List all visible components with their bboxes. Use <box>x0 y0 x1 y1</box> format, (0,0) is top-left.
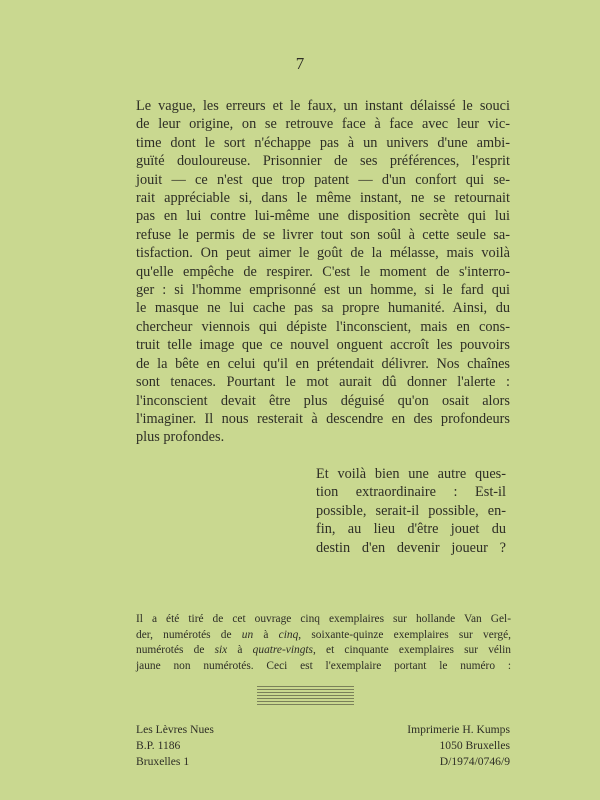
publisher-box: B.P. 1186 <box>136 739 181 752</box>
text-line: plus profondes. <box>136 429 225 446</box>
aside-line: possible, serait-il possible, en- <box>316 502 506 519</box>
main-paragraph <box>136 97 510 447</box>
aside-line: Et voilà bien une autre ques- <box>316 466 506 482</box>
printer-city: 1050 Bruxelles <box>439 739 510 752</box>
colophon-text: à <box>227 644 253 657</box>
colophon-text: , soixante-quinze exemplaires sur vergé, <box>298 628 511 641</box>
colophon-italic: quatre-vingts <box>252 644 313 657</box>
text-line: l'inconscient devait être plus déguisé qu'on osait alors <box>136 392 510 409</box>
text-line: tisfaction. On peut aimer le goût de la mélasse, mais voilà <box>136 245 510 262</box>
publisher-city: Bruxelles 1 <box>136 755 190 768</box>
text-line: Le vague, les erreurs et le faux, un instant délaissé le souci <box>136 98 510 114</box>
colophon-italic: un <box>241 628 254 641</box>
text-line: truit telle image que ce nouvel onguent accroît les pouvoirs <box>136 337 510 354</box>
colophon-text: , et cinquante exemplaires sur vélin <box>313 644 511 657</box>
aside-line: destin d'en devenir joueur ? <box>316 539 506 556</box>
text-line: pas en lui contre lui-même une disposition secrète qui lui <box>136 208 510 225</box>
text-line: de leur origine, on se retrouve face à face avec leur vic- <box>136 116 510 133</box>
printer-name: Imprimerie H. Kumps <box>407 723 510 736</box>
colophon-italic: six <box>214 644 228 657</box>
legal-deposit: D/1974/0746/9 <box>439 755 510 768</box>
text-line: refuse le permis de se livrer tout son soûl à cette seule sa- <box>136 226 510 243</box>
text-line: ger : si l'homme emprisonné est un homme, si le fard qui <box>136 282 510 299</box>
text-line: l'imaginer. Il nous resterait à descendre en des profondeurs <box>136 410 510 427</box>
colophon-line: jaune non numérotés. Ceci est l'exemplaire portant le numéro : <box>136 659 511 672</box>
text-line: sont tenaces. Pourtant le mot aurait dû donner l'alerte : <box>136 374 510 391</box>
publisher-name: Les Lèvres Nues <box>136 723 214 736</box>
text-line: jouit — ce n'est que trop patent — d'un confort qui se- <box>136 171 510 188</box>
colophon-line: Il a été tiré de cet ouvrage cinq exemplaires sur hollande Van Gel- <box>136 613 511 625</box>
colophon-line <box>136 628 511 644</box>
text-line: rait appréciable si, dans le même instant, ne se retournait <box>136 190 510 207</box>
text-line: time dont le sort n'échappe pas à un univers d'une ambi- <box>136 134 510 151</box>
text-line: qu'elle empêche de respirer. C'est le moment de s'interro- <box>136 263 510 280</box>
aside-line: fin, au lieu d'être jouet du <box>316 521 506 538</box>
aside-question <box>316 465 506 557</box>
page-number: 7 <box>295 54 305 73</box>
colophon-line <box>136 643 511 659</box>
text-line: le masque ne lui cache pas sa propre humanité. Ainsi, du <box>136 300 510 317</box>
aside-line: tion extraordinaire : Est-il <box>316 484 506 501</box>
text-line: guïté douloureuse. Prisonnier de ses préférences, l'esprit <box>136 153 510 170</box>
publisher-imprint <box>136 722 214 770</box>
numbering-ornament <box>257 686 354 706</box>
colophon-italic: cinq <box>278 628 299 641</box>
printer-imprint <box>407 722 510 770</box>
colophon-text: numérotés de <box>136 644 215 657</box>
text-line: de la bête en celui qu'il en prétendait délivrer. Nos chaînes <box>136 355 510 372</box>
colophon-text: der, numérotés de <box>136 628 242 641</box>
text-line: chercheur viennois qui dépiste l'inconscient, mais en cons- <box>136 318 510 335</box>
colophon <box>136 612 511 674</box>
colophon-text: à <box>253 628 279 641</box>
